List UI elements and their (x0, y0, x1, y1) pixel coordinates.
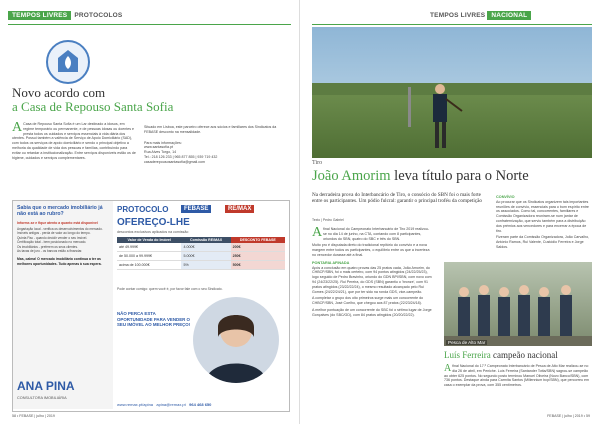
sub-article-body (444, 364, 592, 388)
ad-phone: 964 468 650 (189, 402, 212, 407)
article-headline (312, 168, 597, 184)
drop-cap: A (444, 363, 452, 374)
santa-sofia-logo (46, 40, 90, 84)
section-title: PONTARIA AFINADA (312, 260, 350, 265)
article-body (312, 227, 432, 318)
kicker: Tiro (312, 160, 323, 166)
table-row (117, 261, 285, 270)
ad-heading: Sabia que o mercado imobiliário já não está ao rubro? (17, 205, 103, 217)
page-footer-left: 58 • FEBASE | julho | 2019 (12, 414, 55, 418)
article-headline (12, 86, 292, 114)
body-text-2: Situado em Lisboa, este parceiro oferece aos sócios e familiares dos Sindicatos da FEBASE desconto na mensalidade. (144, 125, 277, 134)
right-page (300, 0, 600, 424)
table-cell: de 50.000 a 99.999€ (117, 252, 181, 261)
section-header-left (8, 12, 125, 22)
table-header: Valor de Venda do Imóvel (117, 237, 181, 243)
article-body-col1 (12, 122, 136, 160)
offer-title: OFEREÇO-LHE (117, 217, 190, 228)
convivio-title: CONVÍVIO (496, 195, 515, 199)
table-cell: 4.000€ (181, 243, 230, 252)
ad-email[interactable]: apina@remax.pt (156, 402, 186, 407)
ad-bullet: Certificação total - bem posicionado no mercado. (17, 240, 87, 245)
headline-line1: Novo acordo com (12, 85, 106, 100)
drop-cap: A (12, 120, 23, 135)
ad-web[interactable]: www.remax.pt/apina (117, 402, 154, 407)
section-header-right (430, 12, 531, 22)
febase-logo: FEBASE (181, 205, 211, 213)
contacts-site[interactable]: www.santasofia.pt (144, 145, 173, 150)
agent-role: CONSULTORA IMOBILIÁRIA (17, 396, 67, 400)
table-header: Comissão RE/MAX (181, 237, 230, 243)
convivio-text-2: Fizeram parte da Comissão Organizadora, João Carvalho, António Ramos, Rui Valente, Custódio Ferreira e Jorge Saldos. (496, 235, 590, 249)
table-row (117, 243, 285, 252)
sub-headline-name: Luís Ferreira (444, 350, 491, 360)
agent-photo (193, 297, 279, 383)
ad-intro: Informe-se e fique atento a quanto está disponível (17, 221, 98, 225)
section-label: TEMPOS LIVRES (8, 11, 71, 20)
remax-advertisement (12, 200, 290, 412)
contacts-address: Rua Alves Torgo, 14 (144, 150, 177, 155)
ad-bullet: Quinta Fisc - quando decidir vender o seu imóvel. (17, 235, 88, 240)
table-cell: acima de 100.000€ (117, 261, 181, 270)
contacts-email[interactable]: casaderepousosantasofia@gmail.com (144, 159, 205, 164)
header-rule (8, 24, 291, 25)
body-text: Casa de Repouso Santa Sofia é um Lar destinado a idosos, em regime temporário ou permanente, e de pessoas idosas ou doentes e presta todos os cuidados e serviços essenciais à vida diária dos utentes. Possui também a valência de Serviço de Apoio Domiciliário (SAD), com todos os serviços de apoio domiciliário e sendo o principal objetivo a melhoria da qualidade de vida dos pessoas e famílias, contribuindo para evitar ou retardar a institucionalização. Entre serviços disponíveis estão os de higiene, cuidados e serviços complementares. (12, 122, 136, 160)
subsection-label: NACIONAL (487, 11, 531, 20)
body-p5: A melhor pontuação de um concorrente do SBC foi o sétimo lugar de Jorge Gonçalves (do SBC/GD), com 84 pratos atingidos (20/20/22/22). (312, 307, 432, 317)
remax-logo: RE/MAX (225, 205, 254, 213)
headline-line2: a Casa de Repouso Santa Sofia (12, 99, 174, 114)
table-cell: 250€ (231, 252, 285, 261)
sub-body-text: final Nacional do 17.º Campeonato Interbancário de Pesca de Alto Mar realizou-se no dia 26 de abril, em Peniche. Luís Ferreira (Santander Totta/SBN) sagrou-se campeão ao obter 625 pontos. No segundo posto terminou Manuel Oliveira (Novo Banco/SBN), com 736 pontos. Destaque ainda para Carmita Santos (Millennium bcp/SBN), que percorreu em casa o exemplar da prova, com 355 centímetros. (444, 364, 590, 388)
article-body-col2 (144, 125, 290, 165)
ad-bullet: As taxas de juro - os bancos estão a financiar. (17, 249, 83, 254)
ad-promise: NÃO PERCA ESTA OPORTUNIDADE PARA VENDER O SEU IMÓVEL AO MELHOR PREÇO! (117, 311, 191, 328)
convivio-box (496, 195, 592, 250)
convivio-text: Ao procurar que os Sindicatos organizem tais importantes reuniões de convívio, essenciais para o bom espírito entre os associados. Como tal, concorrentes, familiares e Comissão Organizadora reuniram-se num jantar de confraternização, que serviu também para a distribuição dos prémios aos vencedores e para encerrar a época de tiro. (496, 199, 589, 233)
table-header: DESCONTO FEBASE (231, 237, 285, 243)
headline-name: João Amorim (312, 168, 391, 184)
table-cell: 200€ (231, 243, 285, 252)
sub-headline (444, 350, 594, 360)
offer-subtitle: descontos exclusivos aplicados na comissão (117, 230, 189, 234)
headline-rest: leva título para o Norte (394, 168, 529, 184)
contacts-phone: Tel.: 218 126 233 | 965 877 855 | 939 719 432 (144, 154, 218, 159)
ad-left-column (13, 201, 113, 409)
sub-headline-rest: campeão nacional (492, 350, 558, 360)
contacts-label: Para mais informações: (144, 140, 182, 145)
ad-bullet: Imóveis antigos - perda de valor ao longo do tempo. (17, 231, 91, 236)
drop-cap: A (312, 225, 323, 240)
section-label: TEMPOS LIVRES (430, 12, 486, 19)
photo-caption: Pesca de Alto Mar (448, 340, 486, 345)
ad-bullet: Angariação local - verifica os desenvolvimentos do mercado. (17, 227, 103, 231)
agent-name: ANA PINA (17, 379, 75, 393)
ad-foot-note: Pode contar comigo: quem você é, por favor fale com o seu Sindicato. (117, 287, 223, 291)
ad-closing: Mas, calma! O mercado imobiliário continua a ter as melhores oportunidades. Tudo apenas à sua espera. (17, 257, 102, 267)
commission-table (117, 237, 285, 270)
table-row (117, 252, 285, 261)
contacts (144, 141, 290, 165)
table-cell: até 49.999€ (117, 243, 181, 252)
byline: Texto | Pedro Gabriel (312, 218, 344, 222)
table-cell: 500€ (231, 261, 285, 270)
table-cell: 5% (181, 261, 230, 270)
page-footer-right: FEBASE | julho | 2019 • 59 (547, 414, 590, 418)
ad-contacts (117, 402, 285, 407)
shooting-photo (312, 27, 592, 158)
body-p3: Após a conclusão em quatro provas das 25 pratos cada, João Amorim, do CHBCP/SBN, foi o mais certeiro, com 94 pontos atingidos (24/22/25/23), logo seguido de Pedro Bravinho, oriundo do GDN BPI/SBN, com novo com 94 (24/23/22/25). Rui Pereira, do GDS (SBN) garantiu o 'bronze', com 91 pratos atingidos (23/22/22/24), o mesmo resultado alcançado pelo Rui Gomes (24/22/24/21), que por ter sido na ronda GDS, vice-campeão. (312, 265, 432, 294)
ad-bullet: Os imobiliários - preferem os seus clientes. (17, 244, 78, 249)
ad-bullets (13, 225, 113, 255)
subsection-label: PROTOCOLOS (74, 12, 123, 19)
body-p1: final Nacional do Campeonato Interbancário de Tiro 2019 realizou-se no dia 14 de junho, na CTA, contando com 8 participantes, oriundos do SBN, quatro do SBC e três do SBN. (323, 227, 430, 241)
body-p4: A completar o grupo dos oito primeiros surge mais um concorrente do CHBCP/SBN, José Coelho, que chegou aos 87 pratos (22/23/24/18). (312, 296, 424, 306)
protocol-title: PROTOCOLO (117, 205, 169, 214)
header-rule (312, 24, 592, 25)
article-lead: Na derradeira prova do Interbancário de Tiro, o consócio do SBN foi o mais forte entre os participantes. Um pódio fulcral: garantir o principal troféu da competição (312, 192, 482, 205)
body-p2: Muito pro é disputada direto do tradicional repitório do convívio e a nova margem entre todos os participantes, o equilíbrio entre os que a incerteza no vencedor durasse até a final. (312, 243, 430, 257)
fishing-photo (444, 262, 592, 346)
table-cell: 5.000€ (181, 252, 230, 261)
